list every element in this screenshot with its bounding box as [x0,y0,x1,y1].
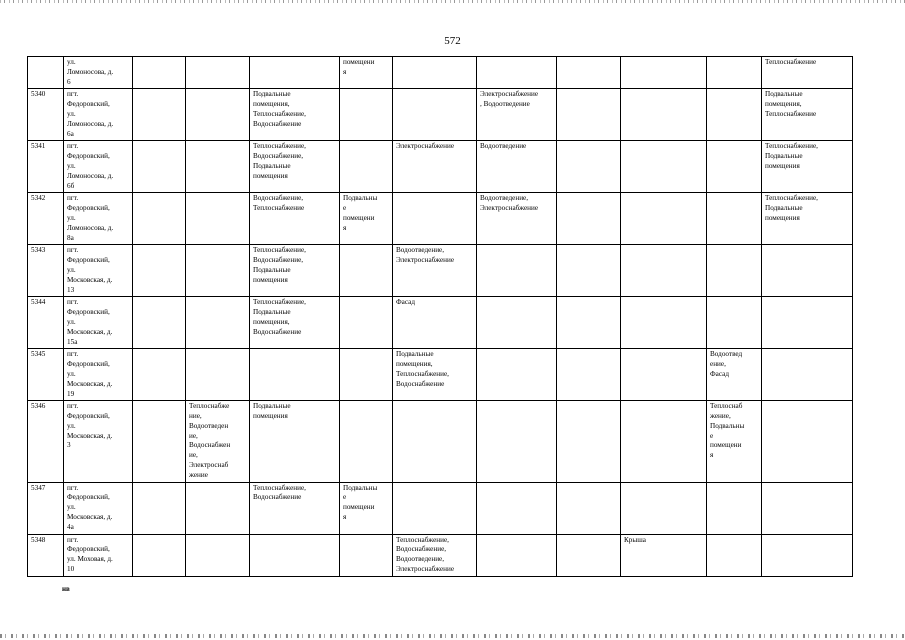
blank-cell [133,401,186,482]
work-cell-5 [340,245,393,297]
work-cell-3 [186,89,250,141]
work-cell-8 [557,141,621,193]
work-cell-3 [186,141,250,193]
work-cell-8 [557,245,621,297]
work-cell-9 [621,245,707,297]
table-row [28,349,853,401]
work-cell-3 [186,482,250,534]
work-cell-7: Водоотведение, Электроснабжение [477,193,557,245]
work-cell-9 [621,482,707,534]
work-cell-5: Подвальны е помещени я [340,193,393,245]
work-cell-11: Подвальные помещения, Теплоснабжение [762,89,853,141]
scan-noise-top [0,0,905,3]
work-cell-3 [186,297,250,349]
work-cell-8 [557,193,621,245]
blank-cell [133,89,186,141]
row-number-cell: 5343 [28,245,64,297]
work-cell-11: Теплоснабжение [762,57,853,89]
work-cell-3 [186,349,250,401]
work-cell-10 [707,141,762,193]
row-number-cell: 5342 [28,193,64,245]
row-number-cell: 5346 [28,401,64,482]
work-cell-11 [762,349,853,401]
row-number-cell: 5344 [28,297,64,349]
work-cell-11 [762,245,853,297]
work-cell-8 [557,57,621,89]
work-cell-11 [762,297,853,349]
work-cell-11 [762,482,853,534]
work-cell-11 [762,534,853,576]
address-cell: пгт. Федоровский, ул. Московская, д. 3 [64,401,133,482]
work-cell-4: Теплоснабжение, Водоснабжение [250,482,340,534]
work-cell-5: помещени я [340,57,393,89]
blank-cell [133,349,186,401]
work-cell-5 [340,401,393,482]
work-cell-5 [340,297,393,349]
address-cell: пгт. Федоровский, ул. Моховая, д. 10 [64,534,133,576]
work-cell-9 [621,297,707,349]
blank-cell [133,297,186,349]
blank-cell [133,534,186,576]
work-cell-5 [340,534,393,576]
table-row [28,193,853,245]
work-cell-8 [557,297,621,349]
work-cell-4: Подвальные помещения, Теплоснабжение, Водоснабжение [250,89,340,141]
work-cell-7 [477,349,557,401]
work-cell-5 [340,89,393,141]
work-cell-4: Теплоснабжение, Водоснабжение, Подвальные помещения [250,141,340,193]
work-cell-10 [707,297,762,349]
table-row [28,89,853,141]
work-cell-9 [621,401,707,482]
table-row [28,401,853,482]
work-cell-6: Подвальные помещения, Теплоснабжение, Водоснабжение [393,349,477,401]
work-cell-4 [250,57,340,89]
work-cell-10 [707,482,762,534]
work-cell-4 [250,349,340,401]
row-number-cell [28,57,64,89]
address-cell: ул. Ломоносова, д. 6 [64,57,133,89]
work-cell-9 [621,141,707,193]
work-cell-7 [477,297,557,349]
work-cell-5 [340,349,393,401]
work-cell-4: Теплоснабжение, Подвальные помещения, Водоснабжение [250,297,340,349]
footer-mark: нв [62,585,70,593]
table-row [28,57,853,89]
work-cell-6 [393,57,477,89]
row-number-cell: 5348 [28,534,64,576]
table-row [28,245,853,297]
work-cell-8 [557,482,621,534]
scan-noise-bottom [0,634,905,638]
work-cell-9 [621,57,707,89]
address-cell: пгт. Федоровский, ул. Ломоносова, д. 6б [64,141,133,193]
table-row [28,482,853,534]
page-number: 572 [444,35,461,47]
address-cell: пгт. Федоровский, ул. Ломоносова, д. 6а [64,89,133,141]
table-row [28,534,853,576]
work-cell-5 [340,141,393,193]
address-cell: пгт. Федоровский, ул. Московская, д. 4а [64,482,133,534]
address-cell: пгт. Федоровский, ул. Московская, д. 19 [64,349,133,401]
work-cell-4 [250,534,340,576]
work-cell-7 [477,57,557,89]
work-cell-9 [621,349,707,401]
work-cell-6 [393,193,477,245]
work-cell-9 [621,193,707,245]
table-row [28,297,853,349]
work-cell-10 [707,89,762,141]
work-cell-7 [477,482,557,534]
work-cell-10 [707,534,762,576]
work-cell-8 [557,349,621,401]
work-cell-7: Электроснабжение , Водоотведение [477,89,557,141]
work-cell-10 [707,245,762,297]
work-cell-6 [393,401,477,482]
work-cell-6: Водоотведение, Электроснабжение [393,245,477,297]
work-cell-10: Теплоснаб жение, Подвальны е помещени я [707,401,762,482]
works-table [27,56,853,577]
work-cell-5: Подвальны е помещени я [340,482,393,534]
blank-cell [133,482,186,534]
work-cell-10: Водоотвед ение, Фасад [707,349,762,401]
work-cell-6: Фасад [393,297,477,349]
work-cell-8 [557,401,621,482]
blank-cell [133,245,186,297]
work-cell-6: Теплоснабжение, Водоснабжение, Водоотведение, Электроснабжение [393,534,477,576]
row-number-cell: 5347 [28,482,64,534]
blank-cell [133,193,186,245]
work-cell-10 [707,193,762,245]
work-cell-6: Электроснабжение [393,141,477,193]
work-cell-3 [186,245,250,297]
work-cell-11: Теплоснабжение, Подвальные помещения [762,193,853,245]
work-cell-6 [393,89,477,141]
work-cell-3 [186,57,250,89]
address-cell: пгт. Федоровский, ул. Московская, д. 15а [64,297,133,349]
work-cell-8 [557,89,621,141]
work-cell-4: Теплоснабжение, Водоснабжение, Подвальные помещения [250,245,340,297]
address-cell: пгт. Федоровский, ул. Московская, д. 13 [64,245,133,297]
work-cell-3: Теплоснабже ние, Водоотведен ие, Водоснабжен ие, Электроснаб жение [186,401,250,482]
blank-cell [133,141,186,193]
row-number-cell: 5340 [28,89,64,141]
work-cell-3 [186,534,250,576]
work-cell-7: Водоотведение [477,141,557,193]
work-cell-9 [621,89,707,141]
work-cell-4: Подвальные помещения [250,401,340,482]
address-cell: пгт. Федоровский, ул. Ломоносова, д. 8а [64,193,133,245]
work-cell-9: Крыша [621,534,707,576]
work-cell-7 [477,534,557,576]
work-cell-7 [477,401,557,482]
work-cell-3 [186,193,250,245]
work-cell-6 [393,482,477,534]
blank-cell [133,57,186,89]
table-row [28,141,853,193]
work-cell-4: Водоснабжение, Теплоснабжение [250,193,340,245]
work-cell-11: Теплоснабжение, Подвальные помещения [762,141,853,193]
work-cell-7 [477,245,557,297]
work-cell-11 [762,401,853,482]
work-cell-8 [557,534,621,576]
work-cell-10 [707,57,762,89]
row-number-cell: 5345 [28,349,64,401]
row-number-cell: 5341 [28,141,64,193]
